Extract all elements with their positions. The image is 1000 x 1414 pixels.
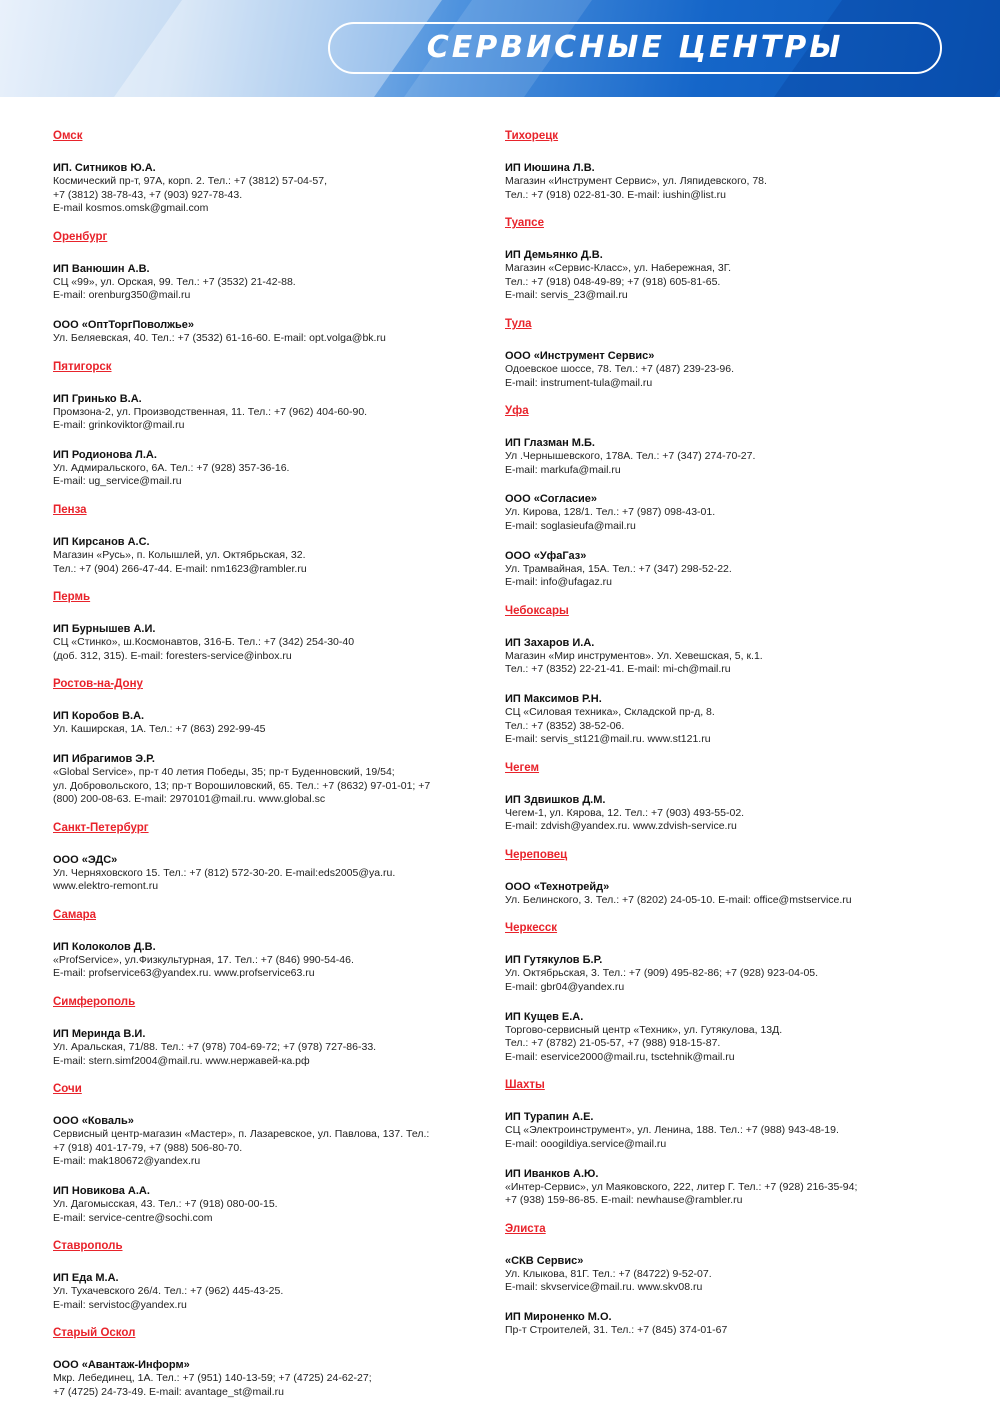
service-center-name: ООО «Авантаж-Информ» — [53, 1359, 190, 1372]
city-heading: Омск — [53, 130, 83, 142]
contact-line: Ул. Белинского, 3. Тел.: +7 (8202) 24-05-10. E-mail: office@mstservice.ru — [505, 893, 852, 906]
contact-line: E-mail: info@ufagaz.ru — [505, 576, 612, 589]
city-heading: Оренбург — [53, 230, 108, 243]
service-center-name: ИП Еда М.А. — [53, 1272, 119, 1285]
service-center-entry — [53, 318, 493, 346]
contact-line: «Интер-Сервис», ул Маяковского, 222, литер Г. Тел.: +7 (928) 216-35-94; — [505, 1180, 858, 1193]
contact-line: www.elektro-remont.ru — [53, 880, 159, 893]
contact-line: Ул. Октябрьская, 3. Тел.: +7 (909) 495-82-86; +7 (928) 923-04-05. — [505, 967, 819, 980]
city-heading: Самара — [53, 908, 97, 921]
contact-line: Тел.: +7 (8352) 38-52-06. — [505, 719, 625, 732]
city-heading: Ставрополь — [53, 1240, 123, 1253]
contact-line: E-mail: ug_service@mail.ru — [53, 475, 182, 488]
contact-line: E-mail kosmos.omsk@gmail.com — [53, 202, 209, 215]
service-center-entry — [505, 1167, 945, 1208]
service-center-entry — [53, 1271, 493, 1312]
service-center-entry — [505, 636, 945, 677]
contact-line: Ул. Черняховского 15. Тел.: +7 (812) 572-30-20. E-mail:eds2005@ya.ru. — [53, 866, 396, 879]
service-center-entry — [505, 1254, 945, 1295]
left-column — [53, 130, 493, 1410]
service-center-entry — [505, 692, 945, 747]
city-heading: Туапсе — [505, 217, 544, 230]
contact-line: E-mail: soglasieufa@mail.ru — [505, 519, 636, 532]
contact-line: Торгово-сервисный центр «Техник», ул. Гутякулова, 13Д. — [505, 1023, 783, 1036]
service-center-entry — [53, 392, 493, 433]
contact-line: Космический пр-т, 97А, корп. 2. Тел.: +7 (3812) 57-04-57, — [53, 175, 327, 187]
service-center-name: ИП Мироненко М.О. — [505, 1311, 612, 1323]
service-center-name: ИП Глазман М.Б. — [505, 437, 595, 450]
service-center-name: ИП Бурнышев А.И. — [53, 623, 156, 636]
service-center-entry — [53, 448, 493, 489]
city-heading: Шахты — [505, 1079, 545, 1092]
service-center-entry — [53, 1027, 493, 1068]
contact-line: E-mail: service-centre@sochi.com — [53, 1211, 213, 1224]
service-center-entry — [505, 1110, 945, 1151]
contact-line: Мкр. Лебединец, 1А. Тел.: +7 (951) 140-13-59; +7 (4725) 24-62-27; — [53, 1372, 372, 1385]
service-center-name: «СКВ Сервис» — [505, 1254, 584, 1267]
service-center-name: ИП Коробов В.А. — [53, 710, 145, 723]
city-heading: Старый Оскол — [53, 1327, 136, 1340]
city-heading: Пенза — [53, 503, 87, 516]
service-center-entry — [53, 535, 493, 576]
contact-line: +7 (938) 159-86-85. E-mail: newhause@rambler.ru — [505, 1194, 743, 1207]
contact-line: E-mail: stern.simf2004@mail.ru. www.нержавей-ка.рф — [53, 1054, 310, 1067]
contact-line: Ул. Трамвайная, 15А. Тел.: +7 (347) 298-52-22. — [505, 562, 732, 575]
city-heading: Пермь — [53, 591, 91, 604]
city-heading: Симферополь — [53, 996, 136, 1009]
service-center-name: ИП Захаров И.А. — [505, 636, 595, 649]
service-center-name: ИП Демьянко Д.В. — [505, 249, 603, 262]
contact-line: СЦ «Электроинструмент», ул. Ленина, 188. Тел.: +7 (988) 943-48-19. — [505, 1124, 839, 1137]
service-center-name: ИП Колоколов Д.В. — [53, 940, 156, 953]
service-center-name: ИП Иванков А.Ю. — [505, 1167, 599, 1180]
service-center-name: ИП Гринько В.А. — [53, 392, 142, 405]
service-center-name: ИП Родионова Л.А. — [53, 448, 157, 461]
contact-line: СЦ «Силовая техника», Складской пр-д, 8. — [505, 705, 715, 718]
contact-line: E-mail: ooogildiya.service@mail.ru — [505, 1138, 667, 1151]
contact-line: Магазин «Инструмент Сервис», ул. Ляпидевского, 78. — [505, 175, 767, 187]
contact-line: Тел.: +7 (918) 048-49-89; +7 (918) 605-81-65. — [505, 275, 721, 288]
contact-line: Ул. Каширская, 1А. Тел.: +7 (863) 292-99-45 — [53, 723, 266, 736]
contact-line: Тел.: +7 (8352) 22-21-41. E-mail: mi-ch@mail.ru — [505, 663, 731, 676]
contact-line: +7 (4725) 24-73-49. E-mail: avantage_st@mail.ru — [53, 1386, 284, 1398]
contact-line: СЦ «Стинко», ш.Космонавтов, 316-Б. Тел.: +7 (342) 254-30-40 — [53, 636, 355, 649]
service-center-name: ИП. Ситников Ю.А. — [53, 162, 156, 174]
service-center-name: ИП Ванюшин А.В. — [53, 262, 150, 275]
service-center-entry — [53, 622, 493, 663]
contact-line: E-mail: servis_st121@mail.ru. www.st121.ru — [505, 733, 711, 746]
contact-line: Ул. Кирова, 128/1. Тел.: +7 (987) 098-43-01. — [505, 506, 716, 519]
service-center-name: ООО «УфаГаз» — [505, 549, 587, 562]
contact-line: E-mail: servistoc@yandex.ru — [53, 1298, 187, 1311]
service-center-name: ИП Гутякулов Б.Р. — [505, 954, 603, 967]
city-heading: Пятигорск — [53, 360, 112, 373]
contact-line: Ул. Беляевская, 40. Тел.: +7 (3532) 61-16-60. E-mail: opt.volga@bk.ru — [53, 331, 386, 344]
contact-line: E-mail: grinkoviktor@mail.ru — [53, 419, 185, 432]
service-center-entry — [53, 709, 493, 737]
service-center-entry — [53, 262, 493, 303]
city-heading: Чебоксары — [505, 604, 569, 617]
service-center-name: ИП Турапин А.Е. — [505, 1111, 594, 1124]
contact-line: «Global Service», пр-т 40 летия Победы, 35; пр-т Буденновский, 19/54; — [53, 765, 395, 778]
contact-line: (доб. 312, 315). E-mail: foresters-service@inbox.ru — [53, 649, 292, 662]
service-center-name: ИП Здвишков Д.М. — [505, 793, 606, 806]
contact-line: E-mail: gbr04@yandex.ru — [505, 981, 625, 994]
city-heading: Уфа — [505, 405, 529, 418]
right-column — [505, 130, 945, 1348]
contact-line: ул. Добровольского, 13; пр-т Ворошиловский, 65. Тел.: +7 (8632) 97-01-01; +7 — [53, 779, 431, 792]
contact-line: Магазин «Сервис-Класс», ул. Набережная, 3Г. — [505, 262, 732, 275]
service-center-name: ИП Ибрагимов Э.Р. — [53, 752, 155, 765]
contact-line: E-mail: instrument-tula@mail.ru — [505, 376, 653, 389]
contact-line: Магазин «Мир инструментов». Ул. Хевешская, 5, к.1. — [505, 649, 763, 662]
city-heading: Элиста — [505, 1222, 546, 1235]
service-center-entry — [505, 953, 945, 994]
contact-line: E-mail: skvservice@mail.ru. www.skv08.ru — [505, 1281, 703, 1294]
contact-line: (800) 200-08-63. E-mail: 2970101@mail.ru. www.global.sc — [53, 793, 326, 806]
service-center-name: ИП Июшина Л.В. — [505, 162, 595, 174]
contact-line: +7 (3812) 38-78-43, +7 (903) 927-78-43. — [53, 188, 243, 201]
service-center-name: ООО «Согласие» — [505, 493, 598, 506]
service-center-entry — [53, 1184, 493, 1225]
service-center-name: ООО «Коваль» — [53, 1115, 134, 1128]
contact-line: Магазин «Русь», п. Колышлей, ул. Октябрьская, 32. — [53, 548, 306, 561]
service-center-entry — [53, 853, 493, 894]
contact-line: СЦ «99», ул. Орская, 99. Тел.: +7 (3532) 21-42-88. — [53, 275, 296, 288]
contact-line: Ул. Тухачевского 26/4. Тел.: +7 (962) 445-43-25. — [53, 1285, 284, 1298]
contact-line: E-mail: eservice2000@mail.ru, tsctehnik@mail.ru — [505, 1050, 735, 1063]
service-center-name: ООО «ЭДС» — [53, 853, 118, 866]
contact-line: Ул. Аральская, 71/88. Тел.: +7 (978) 704-69-72; +7 (978) 727-86-33. — [53, 1041, 377, 1054]
service-center-name: ООО «Технотрейд» — [505, 880, 610, 893]
contact-line: Ул. Клыкова, 81Г. Тел.: +7 (84722) 9-52-07. — [505, 1267, 712, 1280]
contact-line: Тел.: +7 (8782) 21-05-57, +7 (988) 918-15-87. — [505, 1037, 721, 1050]
contact-line: Ул .Чернышевского, 178А. Тел.: +7 (347) 274-70-27. — [505, 450, 756, 463]
contact-line: Одоевское шоссе, 78. Тел.: +7 (487) 239-23-96. — [505, 362, 735, 375]
service-center-entry — [53, 752, 493, 807]
contact-line: Пр-т Строителей, 31. Тел.: +7 (845) 374-01-67 — [505, 1324, 728, 1336]
city-heading: Чегем — [505, 761, 540, 774]
service-center-name: ИП Кущев Е.А. — [505, 1010, 584, 1023]
city-heading: Санкт-Петербург — [53, 821, 149, 834]
service-center-entry — [53, 1358, 493, 1399]
service-center-name: ИП Меринда В.И. — [53, 1028, 146, 1041]
contact-line: Промзона-2, ул. Производственная, 11. Тел.: +7 (962) 404-60-90. — [53, 405, 368, 418]
contact-line: Тел.: +7 (904) 266-47-44. E-mail: nm1623@rambler.ru — [53, 562, 307, 575]
service-center-entry — [505, 880, 945, 908]
contact-line: E-mail: zdvish@yandex.ru. www.zdvish-service.ru — [505, 820, 737, 833]
contact-line: +7 (918) 401-17-79, +7 (988) 506-80-70. — [53, 1141, 243, 1154]
service-center-entry — [53, 1114, 493, 1169]
service-center-entry — [505, 1010, 945, 1065]
service-center-entry — [505, 1310, 945, 1338]
service-center-name: ИП Новикова А.А. — [53, 1185, 150, 1198]
page-title: СЕРВИСНЫЕ ЦЕНТРЫ — [426, 30, 844, 65]
header-banner — [0, 0, 1000, 97]
service-center-entry — [505, 492, 945, 533]
contact-line: E-mail: mak180672@yandex.ru — [53, 1155, 201, 1168]
city-heading: Тула — [505, 317, 532, 330]
city-heading: Сочи — [53, 1083, 82, 1096]
contact-line: Тел.: +7 (918) 022-81-30. E-mail: iushin@list.ru — [505, 188, 726, 201]
service-center-entry — [505, 436, 945, 477]
city-heading: Черкесск — [505, 922, 558, 935]
contact-line: E-mail: markufa@mail.ru — [505, 463, 621, 476]
service-center-name: ИП Кирсанов А.С. — [53, 535, 150, 548]
service-center-name: ООО «ОптТоргПоволжье» — [53, 318, 194, 331]
contact-line: «ProfService», ул.Физкультурная, 17. Тел.: +7 (846) 990-54-46. — [53, 953, 354, 966]
service-center-name: ИП Максимов Р.Н. — [505, 692, 602, 705]
contact-line: E-mail: profservice63@yandex.ru. www.profservice63.ru — [53, 967, 315, 980]
service-center-entry — [505, 248, 945, 303]
contact-line: Ул. Дагомысская, 43. Тел.: +7 (918) 080-00-15. — [53, 1198, 278, 1211]
contact-line: E-mail: servis_23@mail.ru — [505, 289, 628, 302]
service-center-entry — [505, 549, 945, 590]
city-heading: Ростов-на-Дону — [53, 678, 143, 691]
service-center-entry — [505, 349, 945, 390]
title-pill — [328, 22, 942, 74]
city-heading: Тихорецк — [505, 130, 559, 142]
contact-line: Ул. Адмиральского, 6А. Тел.: +7 (928) 357-36-16. — [53, 461, 290, 474]
contact-line: E-mail: orenburg350@mail.ru — [53, 289, 191, 302]
service-center-entry — [505, 793, 945, 834]
contact-line: Чегем-1, ул. Кярова, 12. Тел.: +7 (903) 493-55-02. — [505, 806, 745, 819]
city-heading: Череповец — [505, 848, 568, 861]
service-center-name: ООО «Инструмент Сервис» — [505, 349, 655, 362]
service-center-entry — [53, 161, 493, 216]
service-center-entry — [505, 161, 945, 202]
service-center-entry — [53, 940, 493, 981]
contact-line: Сервисный центр-магазин «Мастер», п. Лазаревское, ул. Павлова, 137. Тел.: — [53, 1128, 430, 1141]
